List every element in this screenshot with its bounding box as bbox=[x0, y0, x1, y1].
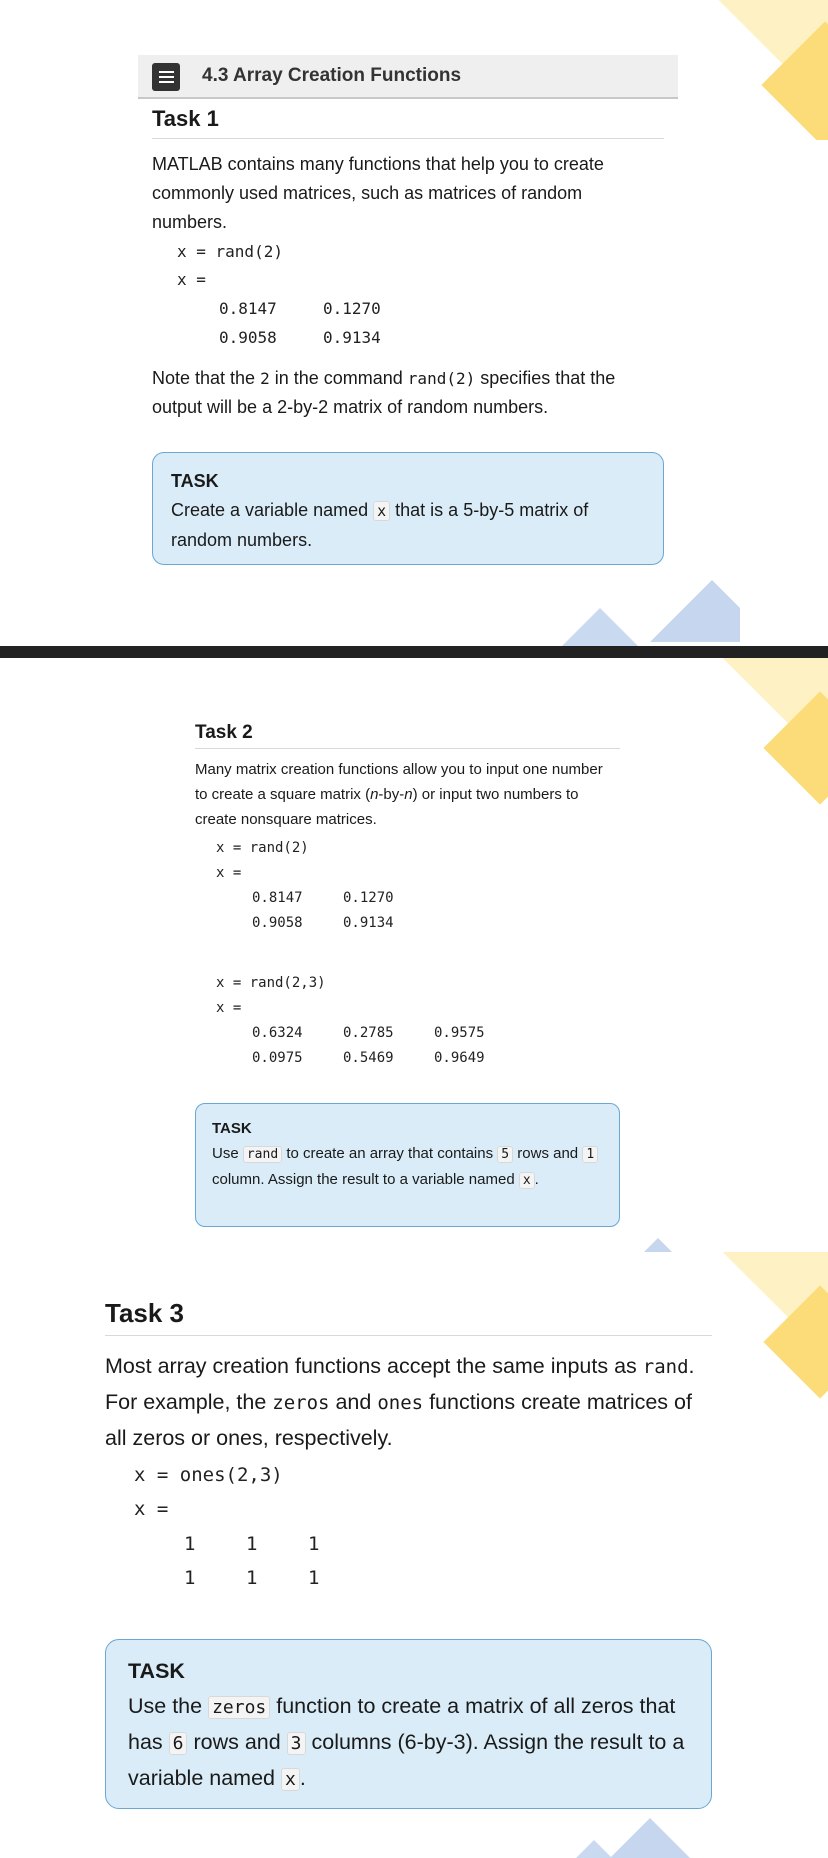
section-heading-bar bbox=[138, 55, 678, 99]
matrix-cell: 0.9058 bbox=[252, 915, 303, 931]
code-result-label: x = bbox=[134, 1498, 169, 1520]
task-instruction: Use the zeros function to create a matrix of all zeros that has 6 rows and 3 columns (6-by-3). Assign the result to a variable named x . bbox=[128, 1694, 685, 1790]
inline-code: 6 bbox=[169, 1732, 188, 1755]
task-label: TASK bbox=[171, 471, 219, 491]
task1-intro: MATLAB contains many functions that help you to create commonly used matrices, such as matrices of random numbers. bbox=[152, 154, 604, 232]
inline-code: 2 bbox=[260, 369, 270, 388]
matrix-cell: 1 bbox=[246, 1533, 258, 1555]
menu-icon[interactable] bbox=[152, 63, 180, 91]
page-divider bbox=[0, 646, 828, 658]
task3-heading: Task 3 bbox=[105, 1298, 712, 1336]
matrix-cell: 1 bbox=[184, 1533, 196, 1555]
code-result-label: x = bbox=[177, 270, 206, 289]
inline-code: rand bbox=[243, 1146, 282, 1163]
task2-intro: Many matrix creation functions allow you to input one number to create a square matrix (n-by-n) or input two numbers to create nonsquare matrices. bbox=[195, 761, 603, 828]
corner-decoration-bottom bbox=[720, 1252, 828, 1402]
code-command: x = ones(2,3) bbox=[134, 1464, 283, 1486]
code-result-label: x = bbox=[216, 1000, 242, 1016]
matrix-cell: 0.8147 bbox=[252, 890, 303, 906]
inline-code: zeros bbox=[208, 1696, 270, 1719]
matrix-cell: 1 bbox=[308, 1567, 320, 1589]
matrix-cell: 1 bbox=[246, 1567, 258, 1589]
matrix-cell: 0.9134 bbox=[323, 328, 381, 347]
corner-decoration-middle bbox=[700, 658, 828, 808]
task3-intro: Most array creation functions accept the same inputs as rand. For example, the zeros and ones functions create matrices of all zeros or ones, respectively. bbox=[105, 1354, 695, 1450]
code-command: x = rand(2,3) bbox=[216, 975, 326, 991]
task1-heading: Task 1 bbox=[152, 106, 664, 139]
matrix-cell: 0.9058 bbox=[219, 328, 277, 347]
triangle-decoration-3 bbox=[560, 1818, 720, 1858]
inline-code: 3 bbox=[287, 1732, 306, 1755]
matrix-cell: 0.2785 bbox=[343, 1025, 394, 1041]
inline-code: rand bbox=[642, 1356, 689, 1378]
matrix-cell: 0.0975 bbox=[252, 1050, 303, 1066]
matrix-cell: 0.1270 bbox=[343, 890, 394, 906]
inline-code: 5 bbox=[497, 1146, 513, 1163]
matrix-cell: 0.6324 bbox=[252, 1025, 303, 1041]
code-command: x = rand(2) bbox=[216, 840, 309, 856]
matrix-cell: 0.1270 bbox=[323, 299, 381, 318]
inline-code: ones bbox=[377, 1392, 424, 1414]
task3-task-box bbox=[105, 1639, 712, 1809]
triangle-decoration-2 bbox=[640, 1238, 680, 1252]
matrix-cell: 0.9134 bbox=[343, 915, 394, 931]
inline-code: zeros bbox=[272, 1392, 330, 1414]
task-instruction: Create a variable named x that is a 5-by-5 matrix of random numbers. bbox=[171, 500, 589, 550]
matrix-cell: 0.8147 bbox=[219, 299, 277, 318]
inline-code: 1 bbox=[582, 1146, 598, 1163]
matrix-cell: 0.9575 bbox=[434, 1025, 485, 1041]
task-label: TASK bbox=[128, 1659, 185, 1683]
triangle-decoration-1 bbox=[540, 580, 740, 648]
inline-code: x bbox=[519, 1172, 535, 1189]
code-result-label: x = bbox=[216, 865, 242, 881]
matrix-cell: 1 bbox=[308, 1533, 320, 1555]
task-instruction: Use rand to create an array that contains 5 rows and 1 column. Assign the result to a variable named x . bbox=[212, 1141, 603, 1193]
matrix-cell: 0.5469 bbox=[343, 1050, 394, 1066]
code-command: x = rand(2) bbox=[177, 242, 283, 261]
matrix-cell: 0.9649 bbox=[434, 1050, 485, 1066]
task1-task-box bbox=[152, 452, 664, 565]
corner-decoration-top bbox=[700, 0, 828, 140]
task1-note: Note that the 2 in the command rand(2) specifies that the output will be a 2-by-2 matrix of random numbers. bbox=[152, 368, 616, 417]
inline-code: x bbox=[373, 501, 390, 521]
inline-code: x bbox=[281, 1768, 300, 1791]
task2-task-box bbox=[195, 1103, 620, 1227]
task-label: TASK bbox=[212, 1120, 252, 1137]
inline-code: rand(2) bbox=[407, 369, 476, 388]
matrix-cell: 1 bbox=[184, 1567, 196, 1589]
task2-heading: Task 2 bbox=[195, 722, 620, 749]
section-title: 4.3 Array Creation Functions bbox=[202, 65, 462, 86]
